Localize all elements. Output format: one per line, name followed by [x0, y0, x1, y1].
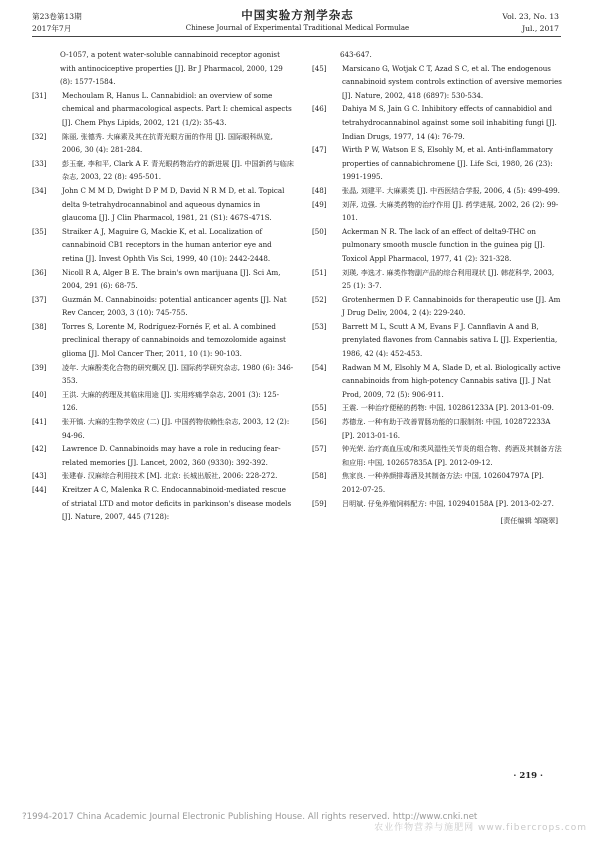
reference-number: [55]	[312, 403, 327, 413]
reference-number: [50]	[312, 226, 327, 236]
reference-entry	[312, 48, 564, 62]
reference-number: [53]	[312, 321, 327, 331]
header-volume-cn: 第23卷第13期	[32, 12, 82, 21]
reference-entry	[32, 225, 294, 266]
reference-number: [44]	[32, 485, 47, 494]
reference-number: [43]	[32, 471, 47, 481]
reference-text: 凌年. 大麻酚类化合物的研究概况 [J]. 国际药学研究杂志, 1980 (6): 346-353.	[62, 362, 294, 386]
header-volume-date-en	[502, 11, 559, 35]
journal-title-cn: 中国实验方剂学杂志	[241, 8, 354, 22]
copyright-footer: ?1994-2017 China Academic Journal Electronic Publishing House. All rights reserved. http://www.cnki.net	[22, 812, 478, 822]
reference-entry	[32, 320, 294, 361]
reference-entry	[312, 143, 564, 184]
reference-number: [31]	[32, 90, 47, 100]
header-date-cn: 2017年7月	[32, 24, 72, 33]
reference-number: [40]	[32, 389, 47, 399]
reference-entry	[32, 48, 294, 89]
reference-entry	[32, 89, 294, 130]
reference-entry	[32, 130, 294, 157]
reference-number: [51]	[312, 267, 327, 277]
reference-number: [47]	[312, 145, 327, 155]
reference-text: 张开镐. 大麻的生物学效应 (二) [J]. 中国药物依赖性杂志, 2003, 12 (2): 94-96.	[62, 417, 290, 440]
reference-entry	[312, 320, 564, 361]
reference-number: [33]	[32, 158, 47, 168]
watermark: 农业作物营养与施肥网 www.fibercrops.com	[374, 823, 587, 833]
reference-entry	[312, 401, 564, 415]
reference-entry	[312, 266, 564, 293]
reference-text: Torres S, Lorente M, Rodríguez-Fornés F, et al. A combined preclinical therapy of cannabinoids and temozolomide against glioma [J]. Mol Cancer Ther, 2011, 10 (1): 90-103.	[62, 321, 286, 359]
reference-entry	[32, 483, 294, 524]
reference-text: Mechoulam R, Hanus L. Cannabidiol: an overview of some chemical and pharmacological aspects. Part I: chemical aspects [J]. Chem Phys Lipids, 2002, 121 (1/2): 35-43.	[62, 90, 292, 127]
header-volume-en: Vol. 23, No. 13	[502, 12, 559, 21]
reference-number: [49]	[312, 199, 327, 209]
reference-number: [59]	[312, 498, 327, 508]
reference-text: 吕明斌. 仔兔养殖饲料配方: 中国, 102940158A [P]. 2013-02-27.	[342, 498, 554, 508]
reference-entry	[32, 388, 294, 415]
reference-entry	[32, 469, 294, 483]
reference-text: O-1057, a potent water-soluble cannabinoid receptor agonist with antinociceptive properties [J]. Br J Pharmacol, 2000, 129 (8): 1577-1584.	[60, 50, 283, 87]
reference-number: [42]	[32, 444, 47, 454]
reference-text: Barrett M L, Scutt A M, Evans F J. Cannflavin A and B, prenylated flavones from Cannabis sativa L [J]. Experientia, 1986, 42 (4): 452-453.	[342, 321, 558, 359]
header-date-en: Jul., 2017	[522, 24, 559, 33]
reference-entry	[312, 225, 564, 266]
reference-number: [57]	[312, 444, 327, 454]
reference-number: [34]	[32, 185, 47, 195]
reference-entry	[312, 361, 564, 402]
reference-entry	[32, 361, 294, 388]
reference-text: 王震. 一种治疗便秘的药物: 中国, 102861233A [P]. 2013-01-09.	[342, 403, 554, 413]
reference-entry	[32, 157, 294, 184]
reference-entry	[312, 497, 564, 511]
journal-title-en: Chinese Journal of Experimental Traditional Medical Formulae	[185, 24, 410, 32]
reference-text: 刘萍, 边强. 大麻类药物的治疗作用 [J]. 药学进展, 2002, 26 (2): 99-101.	[342, 199, 559, 223]
reference-number: [37]	[32, 294, 47, 304]
reference-number: [48]	[312, 185, 327, 195]
reference-number: [39]	[32, 362, 47, 372]
reference-text: 刘瑛, 李选才. 麻类作物副产品的综合利用现状 [J]. 韩花科学, 2003, 25 (1): 3-7.	[342, 267, 555, 291]
reference-text: 643-647.	[340, 50, 372, 59]
reference-entry	[312, 442, 564, 469]
reference-number: [56]	[312, 417, 327, 427]
reference-entry	[32, 415, 294, 442]
reference-text: 陈丽, 张德秀. 大麻素及其在抗青光眼方面的作用 [J]. 国际眼科纵览, 2006, 30 (4): 281-284.	[62, 131, 273, 155]
reference-text: 焦家良. 一种养颜排毒酒及其制备方法: 中国, 102604797A [P]. 2012-07-25.	[342, 471, 544, 494]
reference-number: [32]	[32, 131, 47, 141]
reference-text: 张建春. 汉麻综合利用技术 [M]. 北京: 长城出版社, 2006: 228-272.	[62, 471, 278, 481]
reference-entry	[312, 184, 564, 198]
references-left-column	[32, 48, 294, 524]
editor-credit: [责任编辑 邹晓翠]	[500, 516, 558, 526]
reference-number: [58]	[312, 471, 327, 481]
reference-entry	[312, 469, 564, 496]
reference-text: 彭玉豪, 李和平, Clark A F. 青光眼药物治疗的新进展 [J]. 中国新药与临床杂志, 2003, 22 (8): 495-501.	[62, 158, 294, 182]
header-rule	[32, 36, 561, 37]
reference-text: Kreitzer A C, Malenka R C. Endocannabinoid-mediated rescue of striatal LTD and motor deficits in parkinson's disease models [J]. Nature, 2007, 445 (7128):	[62, 485, 292, 522]
reference-text: 钟光荣. 治疗高血压或/和类风湿性关节炎的组合物、药酒及其制备方法和应用: 中国, 102657835A [P]. 2012-09-12.	[342, 444, 562, 467]
reference-text: Guzmán M. Cannabinoids: potential anticancer agents [J]. Nat Rev Cancer, 2003, 3 (10): 745-755.	[62, 294, 287, 318]
reference-number: [35]	[32, 226, 47, 236]
reference-entry	[32, 266, 294, 293]
reference-text: Marsicano G, Wotjak C T, Azad S C, et al. The endogenous cannabinoid system controls extinction of aversive memories [J]. Nature, 2002, 418 (6897): 530-534.	[342, 63, 562, 100]
reference-number: [45]	[312, 63, 327, 73]
reference-text: Ackerman N R. The lack of an effect of delta9-THC on pulmonary smooth muscle function in the guinea pig [J]. Toxicol Appl Pharmacol, 1977, 41 (2): 321-328.	[342, 226, 545, 263]
reference-entry	[312, 415, 564, 442]
reference-entry	[32, 184, 294, 225]
reference-text: Straiker A J, Maguire G, Mackie K, et al. Localization of cannabinoid CB1 receptors in the human anterior eye and retina [J]. Invest Ophth Vis Sci, 1999, 40 (10): 2442-2448.	[62, 226, 272, 263]
reference-text: 张晶, 刘建平. 大麻素类 [J]. 中西医结合学报, 2006, 4 (5): 499-499.	[342, 185, 560, 195]
references-right-column	[312, 48, 564, 528]
reference-number: [36]	[32, 267, 47, 277]
reference-text: John C M M D, Dwight D P M D, David N R M D, et al. Topical delta 9-tetrahydrocannabinol and aqueous dynamics in glaucoma [J]. J Clin Pharmacol, 1981, 21 (S1): 467S-471S.	[62, 185, 285, 223]
reference-entry	[32, 442, 294, 469]
reference-entry	[32, 293, 294, 320]
reference-entry	[312, 62, 564, 103]
reference-text: Radwan M M, Elsohly M A, Slade D, et al. Biologically active cannabinoids from high-potency Cannabis sativa [J]. J Nat Prod, 2009, 72 (5): 906-911.	[342, 362, 561, 399]
reference-text: Nicoll R A, Alger B E. The brain's own marijuana [J]. Sci Am, 2004, 291 (6): 68-75.	[62, 267, 281, 291]
reference-text: 苏德龙. 一种有助于改善胃肠功能的口服制剂: 中国, 102872233A [P]. 2013-01-16.	[342, 417, 551, 440]
reference-number: [38]	[32, 321, 47, 331]
reference-text: Lawrence D. Cannabinoids may have a role in reducing fear-related memories [J]. Lancet, 2002, 360 (9330): 392-392.	[62, 444, 281, 467]
reference-entry	[312, 293, 564, 320]
reference-number: [41]	[32, 417, 47, 427]
reference-number: [52]	[312, 294, 327, 304]
reference-entry	[312, 198, 564, 225]
reference-text: 王洪. 大麻的药理及其临床用途 [J]. 实用疼痛学杂志, 2001 (3): 125-126.	[62, 389, 279, 413]
reference-number: [54]	[312, 362, 327, 372]
reference-text: Dahiya M S, Jain G C. Inhibitory effects of cannabidiol and tetrahydrocannabinol against some soil inhabiting fungi [J]. Indian Drugs, 1977, 14 (4): 76-79.	[342, 104, 557, 141]
reference-number: [46]	[312, 104, 327, 114]
reference-text: Wirth P W, Watson E S, Elsohly M, et al. Anti-inflammatory properties of cannabichromene [J]. Life Sci, 1980, 26 (23): 1991-1995.	[342, 145, 553, 182]
reference-text: Grotenhermen D F. Cannabinoids for therapeutic use [J]. Am J Drug Deliv, 2004, 2 (4): 229-240.	[342, 294, 561, 318]
page-number: · 219 ·	[513, 771, 543, 781]
reference-entry	[312, 102, 564, 143]
